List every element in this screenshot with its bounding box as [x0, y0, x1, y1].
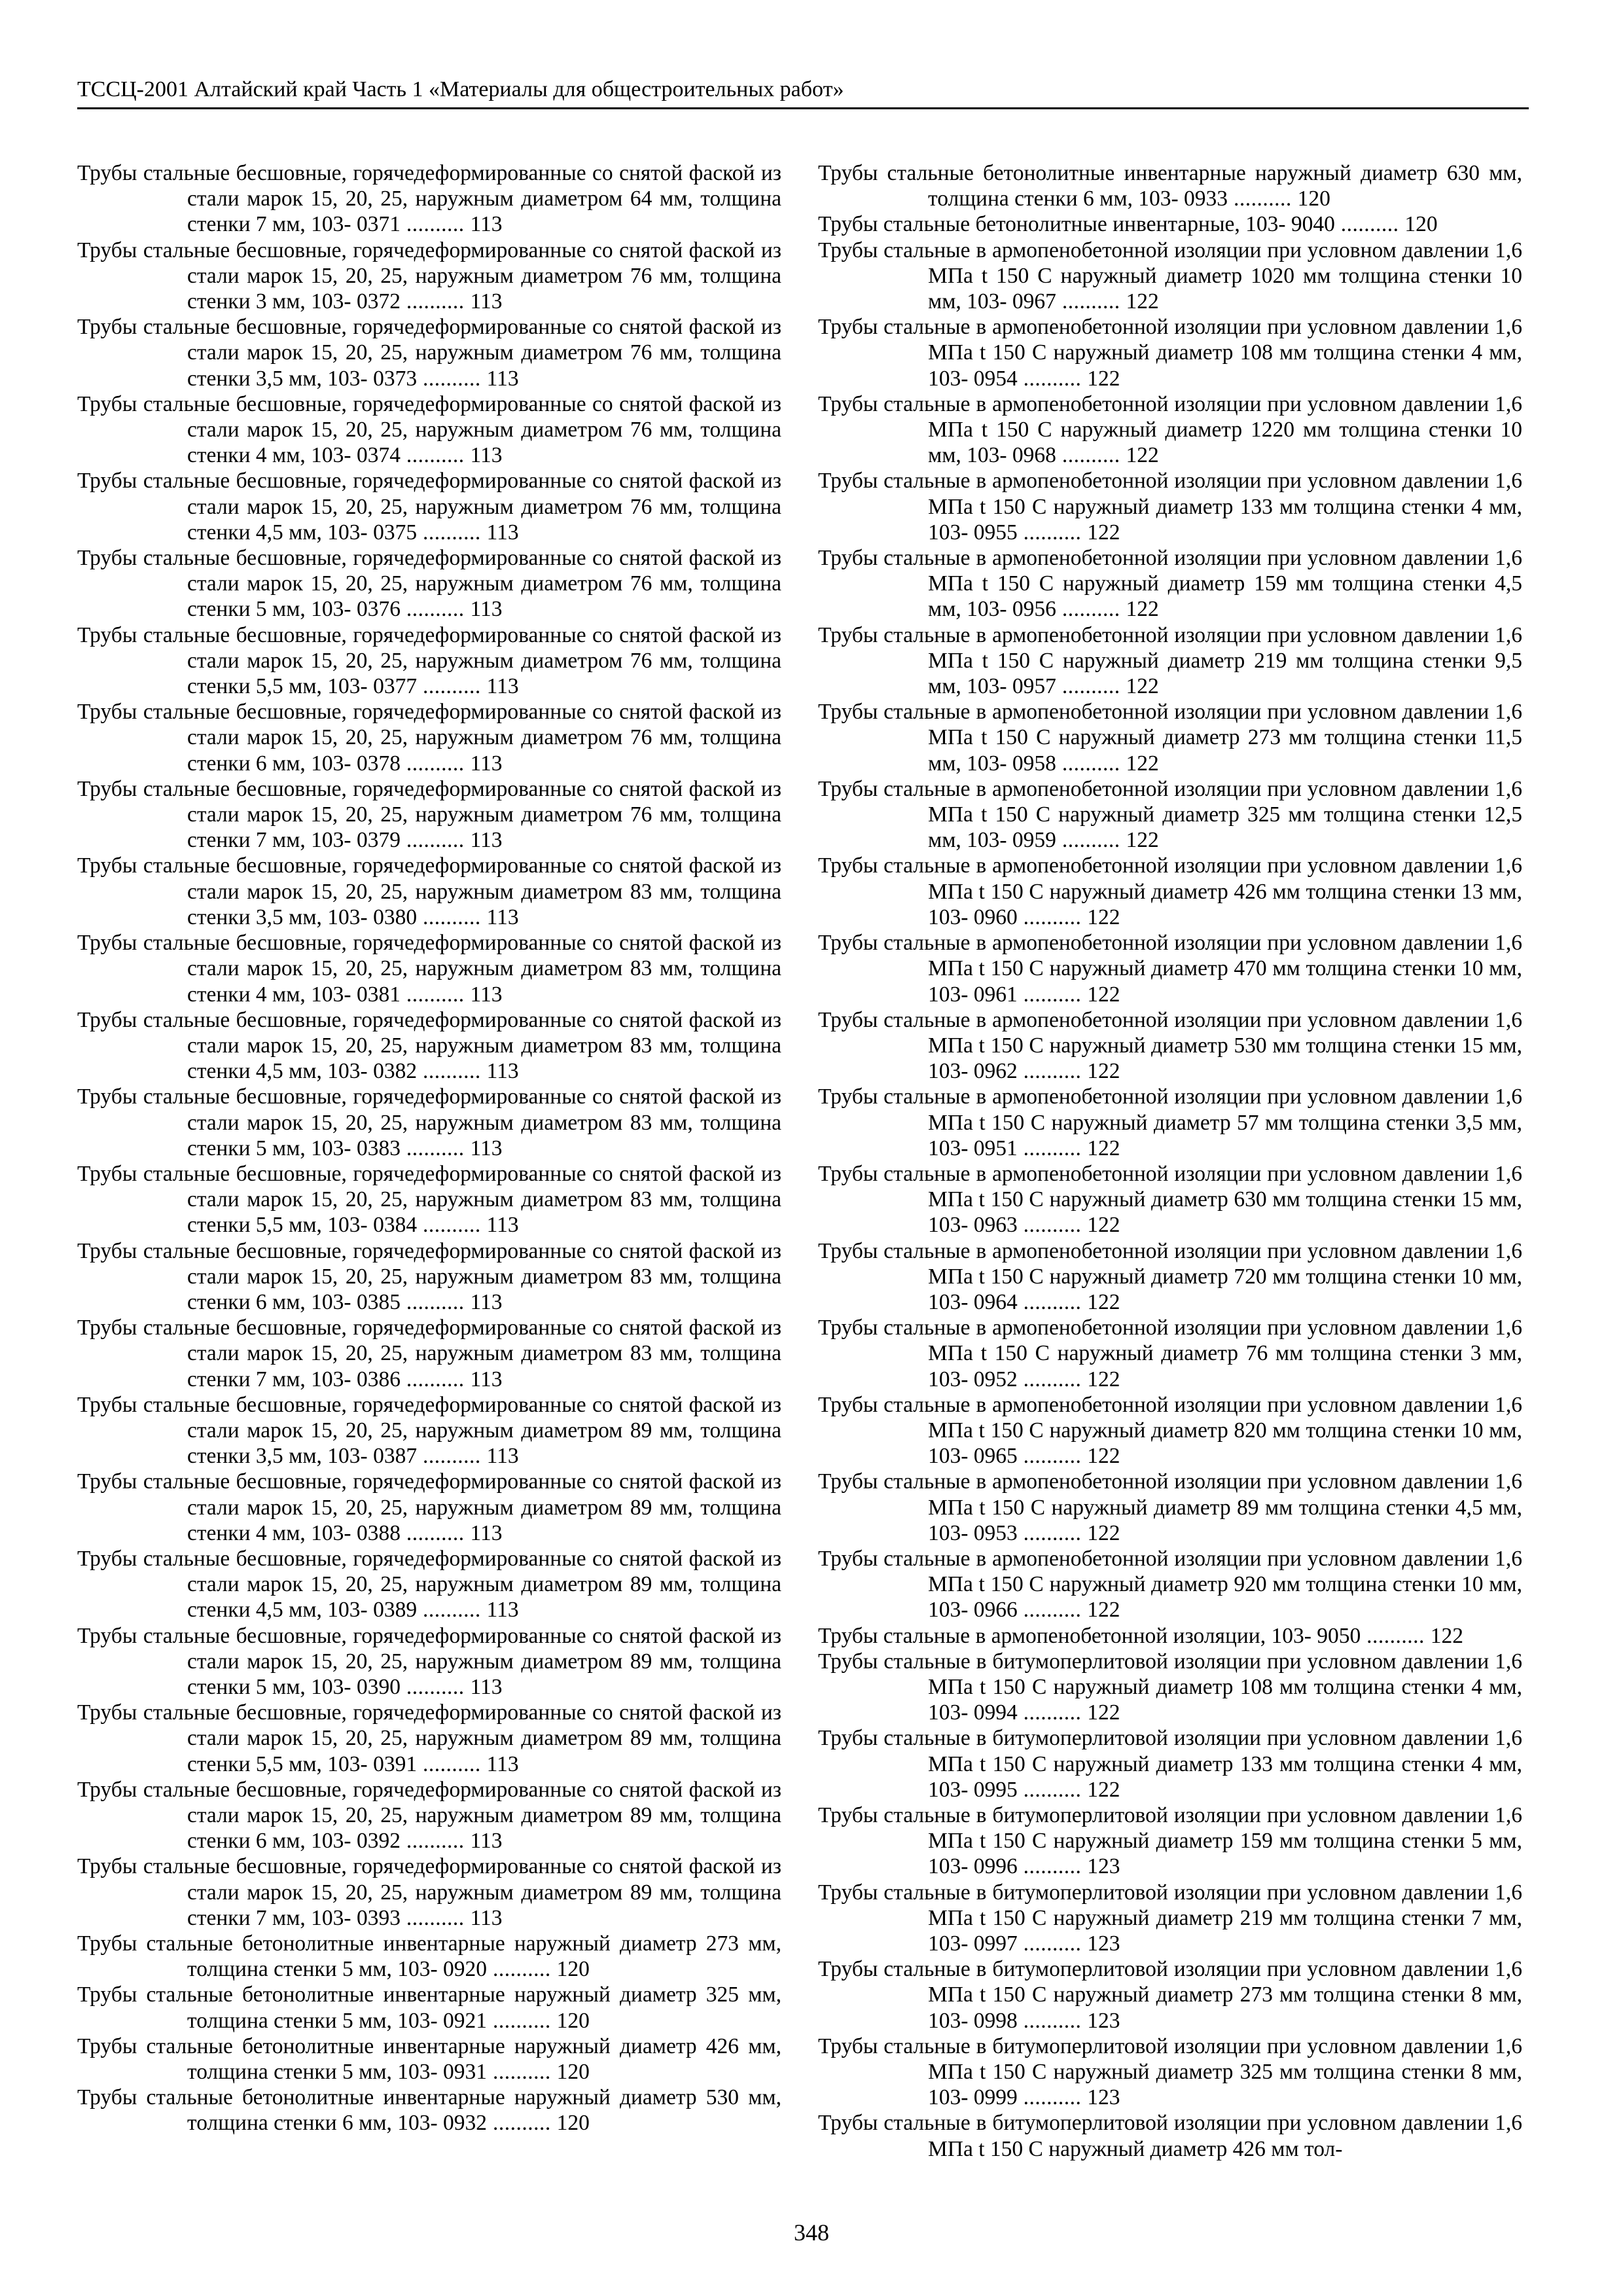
- entry-text: Трубы стальные в армопенобетонной изоляции при условном давлении 1,6 МПа t 150 С наружный диаметр 159 мм толщина стенки 4,5 мм, 103- 0956: [818, 546, 1522, 622]
- index-entry: [818, 1725, 1522, 1803]
- entry-page-ref: 122: [1087, 1059, 1120, 1084]
- index-entry: [77, 2034, 781, 2085]
- page-number: 348: [794, 2219, 829, 2246]
- dot-leader: ..........: [400, 1674, 471, 1699]
- entry-text: Трубы стальные в армопенобетонной изоляции, 103- 9050: [818, 1623, 1361, 1648]
- index-entry: [818, 1956, 1522, 2034]
- entry-page-ref: 122: [1087, 1289, 1120, 1314]
- index-entry: [77, 776, 781, 853]
- entry-page-ref: 122: [1126, 289, 1159, 314]
- index-entry: [818, 1238, 1522, 1316]
- index-entry: [818, 1007, 1522, 1085]
- entry-text: Трубы стальные бесшовные, горячедеформированные со снятой фаской из стали марок 15, 20, 25, наружным диаметром 76 мм, толщина стенки 4 мм, 103- 0374: [77, 391, 781, 468]
- dot-leader: ..........: [1361, 1623, 1431, 1648]
- entry-text: Трубы стальные бесшовные, горячедеформированные со снятой фаской из стали марок 15, 20, 25, наружным диаметром 89 мм, толщина стенки 5 мм, 103- 0390: [77, 1623, 781, 1699]
- dot-leader: ..........: [1017, 2008, 1088, 2033]
- dot-leader: ..........: [1017, 1136, 1088, 1160]
- index-entry: [77, 468, 781, 545]
- dot-leader: ..........: [417, 1059, 487, 1084]
- index-entry: [77, 160, 781, 238]
- dot-leader: ..........: [417, 1444, 487, 1469]
- index-entry: [77, 1982, 781, 2033]
- dot-leader: ..........: [1017, 1777, 1088, 1802]
- entry-page-ref: 120: [1297, 187, 1330, 211]
- entry-text: Трубы стальные в битумоперлитовой изоляции при условном давлении 1,6 МПа t 150 С наружный диаметр 159 мм толщина стенки 5 мм, 103- 0996: [818, 1803, 1522, 1879]
- entry-text: Трубы стальные в битумоперлитовой изоляции при условном давлении 1,6 МПа t 150 С наружный диаметр 219 мм толщина стенки 7 мм, 103- 0997: [818, 1880, 1522, 1956]
- index-entry: [818, 1546, 1522, 1623]
- index-entry: [77, 1777, 781, 1854]
- index-entry: [818, 1084, 1522, 1161]
- entry-page-ref: 113: [486, 366, 519, 391]
- entry-text: Трубы стальные бесшовные, горячедеформированные со снятой фаской из стали марок 15, 20, 25, наружным диаметром 76 мм, толщина стенки 6 мм, 103- 0378: [77, 700, 781, 776]
- index-entry: [77, 1161, 781, 1238]
- entry-text: Трубы стальные бесшовные, горячедеформированные со снятой фаской из стали марок 15, 20, 25, наружным диаметром 89 мм, толщина стенки 4,5 мм, 103- 0389: [77, 1546, 781, 1623]
- entry-page-ref: 122: [1087, 1367, 1120, 1391]
- entry-page-ref: 113: [486, 1059, 519, 1084]
- index-entry: [818, 1803, 1522, 1880]
- entry-text: Трубы стальные в армопенобетонной изоляции при условном давлении 1,6 МПа t 150 С наружный диаметр 470 мм толщина стенки 10 мм, 103- 0961: [818, 931, 1522, 1007]
- entry-page-ref: 122: [1087, 1444, 1120, 1469]
- entry-text: Трубы стальные бесшовные, горячедеформированные со снятой фаской из стали марок 15, 20, 25, наружным диаметром 83 мм, толщина стенки 6 мм, 103- 0385: [77, 1238, 781, 1314]
- dot-leader: ..........: [400, 1136, 471, 1160]
- dot-leader: ..........: [400, 443, 471, 468]
- index-entry: [818, 853, 1522, 930]
- index-entry: [818, 1161, 1522, 1238]
- dot-leader: ..........: [400, 751, 471, 776]
- dot-leader: ..........: [417, 905, 487, 929]
- dot-leader: ..........: [1017, 1444, 1088, 1469]
- dot-leader: ..........: [1017, 1700, 1088, 1725]
- entry-page-ref: 122: [1126, 597, 1159, 622]
- index-entry: [77, 1084, 781, 1161]
- running-header: [77, 73, 1529, 109]
- entry-text: Трубы стальные в армопенобетонной изоляции при условном давлении 1,6 МПа t 150 С наружный диаметр 720 мм толщина стенки 10 мм, 103- 0964: [818, 1238, 1522, 1314]
- entry-text: Трубы стальные в армопенобетонной изоляции при условном давлении 1,6 МПа t 150 С наружный диаметр 530 мм толщина стенки 15 мм, 103- 0962: [818, 1007, 1522, 1084]
- index-entry: [818, 1315, 1522, 1392]
- entry-page-ref: 113: [486, 674, 519, 699]
- entry-page-ref: 113: [470, 1520, 503, 1545]
- entry-text: Трубы стальные в армопенобетонной изоляции при условном давлении 1,6 МПа t 150 С наружный диаметр 1020 мм толщина стенки 10 мм, 103- 0967: [818, 238, 1522, 314]
- entry-page-ref: 113: [486, 1444, 519, 1469]
- right-column: [818, 160, 1522, 2162]
- entry-text: Трубы стальные в армопенобетонной изоляции при условном давлении 1,6 МПа t 150 С наружный диаметр 57 мм толщина стенки 3,5 мм, 103- 0951: [818, 1085, 1522, 1160]
- dot-leader: ..........: [1017, 1367, 1088, 1391]
- index-entry: [77, 699, 781, 776]
- index-entry: [818, 545, 1522, 622]
- index-entry: [77, 1469, 781, 1546]
- entry-text: Трубы стальные бетонолитные инвентарные наружный диаметр 630 мм, толщина стенки 6 мм, 103- 0933: [818, 161, 1522, 211]
- dot-leader: ..........: [1017, 1059, 1088, 1084]
- entry-page-ref: 122: [1087, 366, 1120, 391]
- entry-page-ref: 122: [1126, 751, 1159, 776]
- dot-leader: ..........: [400, 289, 471, 314]
- index-entry: [818, 1649, 1522, 1726]
- dot-leader: ..........: [400, 1829, 471, 1854]
- entry-page-ref: 123: [1087, 2085, 1120, 2110]
- dot-leader: ..........: [400, 1905, 471, 1930]
- entry-text: Трубы стальные бесшовные, горячедеформированные со снятой фаской из стали марок 15, 20, 25, наружным диаметром 83 мм, толщина стенки 5 мм, 103- 0383: [77, 1085, 781, 1160]
- entry-page-ref: 120: [556, 2111, 590, 2136]
- dot-leader: ..........: [1017, 2085, 1088, 2110]
- index-entry: [77, 1238, 781, 1316]
- entry-page-ref: 122: [1126, 674, 1159, 699]
- entry-page-ref: 122: [1087, 905, 1120, 929]
- dot-leader: ..........: [417, 1751, 487, 1776]
- dot-leader: ..........: [1017, 1520, 1088, 1545]
- entry-page-ref: 113: [470, 597, 503, 622]
- entry-text: Трубы стальные в битумоперлитовой изоляции при условном давлении 1,6 МПа t 150 С наружный диаметр 108 мм толщина стенки 4 мм, 103- 0994: [818, 1649, 1522, 1725]
- entry-page-ref: 113: [470, 1289, 503, 1314]
- entry-page-ref: 113: [486, 1751, 519, 1776]
- entry-text: Трубы стальные бесшовные, горячедеформированные со снятой фаской из стали марок 15, 20, 25, наружным диаметром 76 мм, толщина стенки 4,5 мм, 103- 0375: [77, 469, 781, 545]
- entry-text: Трубы стальные в армопенобетонной изоляции при условном давлении 1,6 МПа t 150 С наружный диаметр 920 мм толщина стенки 10 мм, 103- 0966: [818, 1546, 1522, 1623]
- entry-text: Трубы стальные в армопенобетонной изоляции при условном давлении 1,6 МПа t 150 С наружный диаметр 89 мм толщина стенки 4,5 мм, 103- 0953: [818, 1469, 1522, 1545]
- dot-leader: ..........: [1056, 674, 1126, 699]
- index-entry: [77, 1854, 781, 1931]
- index-entry: [818, 1469, 1522, 1546]
- index-entry: [818, 2110, 1522, 2161]
- entry-text: Трубы стальные в армопенобетонной изоляции при условном давлении 1,6 МПа t 150 С наружный диаметр 76 мм толщина стенки 3 мм, 103- 0952: [818, 1316, 1522, 1391]
- entry-page-ref: 120: [556, 2060, 590, 2085]
- entry-text: Трубы стальные бетонолитные инвентарные, 103- 9040: [818, 212, 1335, 237]
- entry-page-ref: 113: [470, 1829, 503, 1854]
- entry-text: Трубы стальные бетонолитные инвентарные наружный диаметр 325 мм, толщина стенки 5 мм, 103- 0921: [77, 1982, 781, 2033]
- index-entry: [818, 238, 1522, 315]
- entry-text: Трубы стальные бесшовные, горячедеформированные со снятой фаской из стали марок 15, 20, 25, наружным диаметром 89 мм, толщина стенки 4 мм, 103- 0388: [77, 1469, 781, 1545]
- entry-text: Трубы стальные бесшовные, горячедеформированные со снятой фаской из стали марок 15, 20, 25, наружным диаметром 64 мм, толщина стенки 7 мм, 103- 0371: [77, 161, 781, 237]
- entry-text: Трубы стальные бесшовные, горячедеформированные со снятой фаской из стали марок 15, 20, 25, наружным диаметром 89 мм, толщина стенки 7 мм, 103- 0393: [77, 1854, 781, 1930]
- entry-page-ref: 120: [556, 2008, 590, 2033]
- entry-page-ref: 123: [1087, 1931, 1120, 1956]
- entry-page-ref: 113: [486, 905, 519, 929]
- dot-leader: ..........: [1056, 828, 1126, 853]
- entry-text: Трубы стальные в армопенобетонной изоляции при условном давлении 1,6 МПа t 150 С наружный диаметр 426 мм толщина стенки 13 мм, 103- 0960: [818, 853, 1522, 929]
- entry-text: Трубы стальные бесшовные, горячедеформированные со снятой фаской из стали марок 15, 20, 25, наружным диаметром 76 мм, толщина стенки 5 мм, 103- 0376: [77, 546, 781, 622]
- entry-text: Трубы стальные бетонолитные инвентарные наружный диаметр 273 мм, толщина стенки 5 мм, 103- 0920: [77, 1931, 781, 1982]
- dot-leader: ..........: [1017, 520, 1088, 545]
- dot-leader: ..........: [1334, 212, 1405, 237]
- index-entry: [77, 1007, 781, 1085]
- entry-page-ref: 122: [1087, 1520, 1120, 1545]
- entry-page-ref: 122: [1087, 1777, 1120, 1802]
- dot-leader: ..........: [417, 1598, 487, 1623]
- entry-text: Трубы стальные бесшовные, горячедеформированные со снятой фаской из стали марок 15, 20, 25, наружным диаметром 83 мм, толщина стенки 3,5 мм, 103- 0380: [77, 853, 781, 929]
- entry-text: Трубы стальные бесшовные, горячедеформированные со снятой фаской из стали марок 15, 20, 25, наружным диаметром 83 мм, толщина стенки 5,5 мм, 103- 0384: [77, 1161, 781, 1238]
- entry-text: Трубы стальные в битумоперлитовой изоляции при условном давлении 1,6 МПа t 150 С наружный диаметр 133 мм толщина стенки 4 мм, 103- 0995: [818, 1726, 1522, 1802]
- entry-page-ref: 113: [470, 1367, 503, 1391]
- dot-leader: ..........: [487, 1957, 557, 1982]
- entry-page-ref: 113: [470, 289, 503, 314]
- index-entry: [818, 314, 1522, 391]
- index-entry: [77, 1315, 781, 1392]
- entry-page-ref: 113: [470, 828, 503, 853]
- entry-page-ref: 113: [470, 212, 503, 237]
- dot-leader: ..........: [1228, 187, 1298, 211]
- entry-page-ref: 122: [1087, 1213, 1120, 1238]
- entry-page-ref: 113: [470, 751, 503, 776]
- entry-text: Трубы стальные бесшовные, горячедеформированные со снятой фаской из стали марок 15, 20, 25, наружным диаметром 89 мм, толщина стенки 6 мм, 103- 0392: [77, 1777, 781, 1854]
- dot-leader: ..........: [400, 1367, 471, 1391]
- dot-leader: ..........: [417, 674, 487, 699]
- index-entry: [818, 160, 1522, 211]
- entry-text: Трубы стальные в армопенобетонной изоляции при условном давлении 1,6 МПа t 150 С наружный диаметр 273 мм толщина стенки 11,5 мм, 103- 0958: [818, 700, 1522, 776]
- entry-page-ref: 113: [470, 1136, 503, 1160]
- dot-leader: ..........: [400, 212, 471, 237]
- index-entry: [77, 853, 781, 930]
- entry-text: Трубы стальные в армопенобетонной изоляции при условном давлении 1,6 МПа t 150 С наружный диаметр 219 мм толщина стенки 9,5 мм, 103- 0957: [818, 622, 1522, 699]
- dot-leader: ..........: [1017, 982, 1088, 1007]
- dot-leader: ..........: [400, 1289, 471, 1314]
- index-entry: [77, 1546, 781, 1623]
- dot-leader: ..........: [1056, 289, 1126, 314]
- entry-page-ref: 122: [1430, 1623, 1464, 1648]
- dot-leader: ..........: [400, 1520, 471, 1545]
- index-entry: [818, 699, 1522, 776]
- entry-text: Трубы стальные бесшовные, горячедеформированные со снятой фаской из стали марок 15, 20, 25, наружным диаметром 83 мм, толщина стенки 4,5 мм, 103- 0382: [77, 1007, 781, 1084]
- dot-leader: ..........: [1017, 1598, 1088, 1623]
- dot-leader: ..........: [487, 2111, 557, 2136]
- entry-text: Трубы стальные бетонолитные инвентарные наружный диаметр 530 мм, толщина стенки 6 мм, 103- 0932: [77, 2085, 781, 2136]
- dot-leader: ..........: [1017, 1213, 1088, 1238]
- index-entry: [77, 1392, 781, 1469]
- index-entry: [818, 622, 1522, 700]
- dot-leader: ..........: [1017, 1289, 1088, 1314]
- entry-page-ref: 122: [1087, 982, 1120, 1007]
- entry-text: Трубы стальные в битумоперлитовой изоляции при условном давлении 1,6 МПа t 150 С наружный диаметр 325 мм толщина стенки 8 мм, 103- 0999: [818, 2034, 1522, 2110]
- entry-page-ref: 122: [1126, 828, 1159, 853]
- entry-text: Трубы стальные бесшовные, горячедеформированные со снятой фаской из стали марок 15, 20, 25, наружным диаметром 76 мм, толщина стенки 5,5 мм, 103- 0377: [77, 622, 781, 699]
- entry-page-ref: 113: [470, 1905, 503, 1930]
- index-entry: [77, 238, 781, 315]
- dot-leader: ..........: [1017, 1931, 1088, 1956]
- dot-leader: ..........: [487, 2008, 557, 2033]
- entry-text: Трубы стальные в армопенобетонной изоляции при условном давлении 1,6 МПа t 150 С наружный диаметр 630 мм толщина стенки 15 мм, 103- 0963: [818, 1161, 1522, 1238]
- index-entry: [77, 1623, 781, 1700]
- index-entry: [818, 391, 1522, 469]
- index-entry: [77, 314, 781, 391]
- dot-leader: ..........: [487, 2060, 557, 2085]
- entry-text: Трубы стальные бесшовные, горячедеформированные со снятой фаской из стали марок 15, 20, 25, наружным диаметром 76 мм, толщина стенки 7 мм, 103- 0379: [77, 776, 781, 853]
- entry-text: Трубы стальные бетонолитные инвентарные наружный диаметр 426 мм, толщина стенки 5 мм, 103- 0931: [77, 2034, 781, 2085]
- entry-page-ref: 122: [1087, 1700, 1120, 1725]
- dot-leader: ..........: [417, 1213, 487, 1238]
- entry-page-ref: 123: [1087, 1854, 1120, 1879]
- index-entry: [77, 545, 781, 622]
- entry-page-ref: 113: [486, 1213, 519, 1238]
- entry-text: Трубы стальные бесшовные, горячедеформированные со снятой фаской из стали марок 15, 20, 25, наружным диаметром 76 мм, толщина стенки 3 мм, 103- 0372: [77, 238, 781, 314]
- dot-leader: ..........: [400, 828, 471, 853]
- entry-text: Трубы стальные в армопенобетонной изоляции при условном давлении 1,6 МПа t 150 С наружный диаметр 325 мм толщина стенки 12,5 мм, 103- 0959: [818, 776, 1522, 853]
- index-entry: [818, 211, 1522, 237]
- index-entry: [77, 1931, 781, 1982]
- entry-text: Трубы стальные бесшовные, горячедеформированные со снятой фаской из стали марок 15, 20, 25, наружным диаметром 89 мм, толщина стенки 3,5 мм, 103- 0387: [77, 1392, 781, 1469]
- entry-page-ref: 122: [1087, 1136, 1120, 1160]
- entry-page-ref: 113: [486, 1598, 519, 1623]
- entry-page-ref: 113: [470, 443, 503, 468]
- entry-page-ref: 123: [1087, 2008, 1120, 2033]
- entry-text: Трубы стальные в армопенобетонной изоляции при условном давлении 1,6 МПа t 150 С наружный диаметр 1220 мм толщина стенки 10 мм, 103- 0968: [818, 391, 1522, 468]
- dot-leader: ..........: [417, 520, 487, 545]
- dot-leader: ..........: [400, 597, 471, 622]
- dot-leader: ..........: [1017, 366, 1088, 391]
- left-column: [77, 160, 781, 2136]
- index-entry: [77, 2085, 781, 2136]
- dot-leader: ..........: [417, 366, 487, 391]
- index-entry: [818, 1392, 1522, 1469]
- entry-text: Трубы стальные в армопенобетонной изоляции при условном давлении 1,6 МПа t 150 С наружный диаметр 820 мм толщина стенки 10 мм, 103- 0965: [818, 1392, 1522, 1469]
- index-entry: [818, 930, 1522, 1007]
- entry-text: Трубы стальные бесшовные, горячедеформированные со снятой фаской из стали марок 15, 20, 25, наружным диаметром 83 мм, толщина стенки 7 мм, 103- 0386: [77, 1316, 781, 1391]
- index-entry: [818, 1880, 1522, 1957]
- entry-page-ref: 120: [556, 1957, 590, 1982]
- entry-page-ref: 122: [1087, 520, 1120, 545]
- index-entry: [77, 391, 781, 469]
- entry-text: Трубы стальные в битумоперлитовой изоляции при условном давлении 1,6 МПа t 150 С наружный диаметр 273 мм толщина стенки 8 мм, 103- 0998: [818, 1957, 1522, 2033]
- entry-page-ref: 122: [1087, 1598, 1120, 1623]
- index-entry: [818, 468, 1522, 545]
- entry-text: Трубы стальные в армопенобетонной изоляции при условном давлении 1,6 МПа t 150 С наружный диаметр 133 мм толщина стенки 4 мм, 103- 0955: [818, 469, 1522, 545]
- index-entry: [818, 776, 1522, 853]
- dot-leader: ..........: [1056, 751, 1126, 776]
- index-entry: [77, 622, 781, 700]
- index-entry: [77, 930, 781, 1007]
- index-entry: [818, 1623, 1522, 1649]
- entry-text: Трубы стальные в армопенобетонной изоляции при условном давлении 1,6 МПа t 150 С наружный диаметр 108 мм толщина стенки 4 мм, 103- 0954: [818, 315, 1522, 391]
- dot-leader: ..........: [1056, 597, 1126, 622]
- entry-page-ref: 113: [486, 520, 519, 545]
- dot-leader: ..........: [1017, 1854, 1088, 1879]
- entry-text: Трубы стальные в битумоперлитовой изоляции при условном давлении 1,6 МПа t 150 С наружный диаметр 426 мм тол-: [818, 2111, 1522, 2161]
- index-entry: [818, 2034, 1522, 2111]
- header-title: ТССЦ-2001 Алтайский край Часть 1 «Материалы для общестроительных работ»: [77, 77, 844, 101]
- dot-leader: ..........: [1017, 905, 1088, 929]
- entry-page-ref: 120: [1404, 212, 1438, 237]
- entry-text: Трубы стальные бесшовные, горячедеформированные со снятой фаской из стали марок 15, 20, 25, наружным диаметром 83 мм, толщина стенки 4 мм, 103- 0381: [77, 931, 781, 1007]
- entry-page-ref: 122: [1126, 443, 1159, 468]
- entry-text: Трубы стальные бесшовные, горячедеформированные со снятой фаской из стали марок 15, 20, 25, наружным диаметром 89 мм, толщина стенки 5,5 мм, 103- 0391: [77, 1700, 781, 1776]
- entry-text: Трубы стальные бесшовные, горячедеформированные со снятой фаской из стали марок 15, 20, 25, наружным диаметром 76 мм, толщина стенки 3,5 мм, 103- 0373: [77, 315, 781, 391]
- entry-page-ref: 113: [470, 1674, 503, 1699]
- index-entry: [77, 1700, 781, 1777]
- entry-page-ref: 113: [470, 982, 503, 1007]
- dot-leader: ..........: [400, 982, 471, 1007]
- dot-leader: ..........: [1056, 443, 1126, 468]
